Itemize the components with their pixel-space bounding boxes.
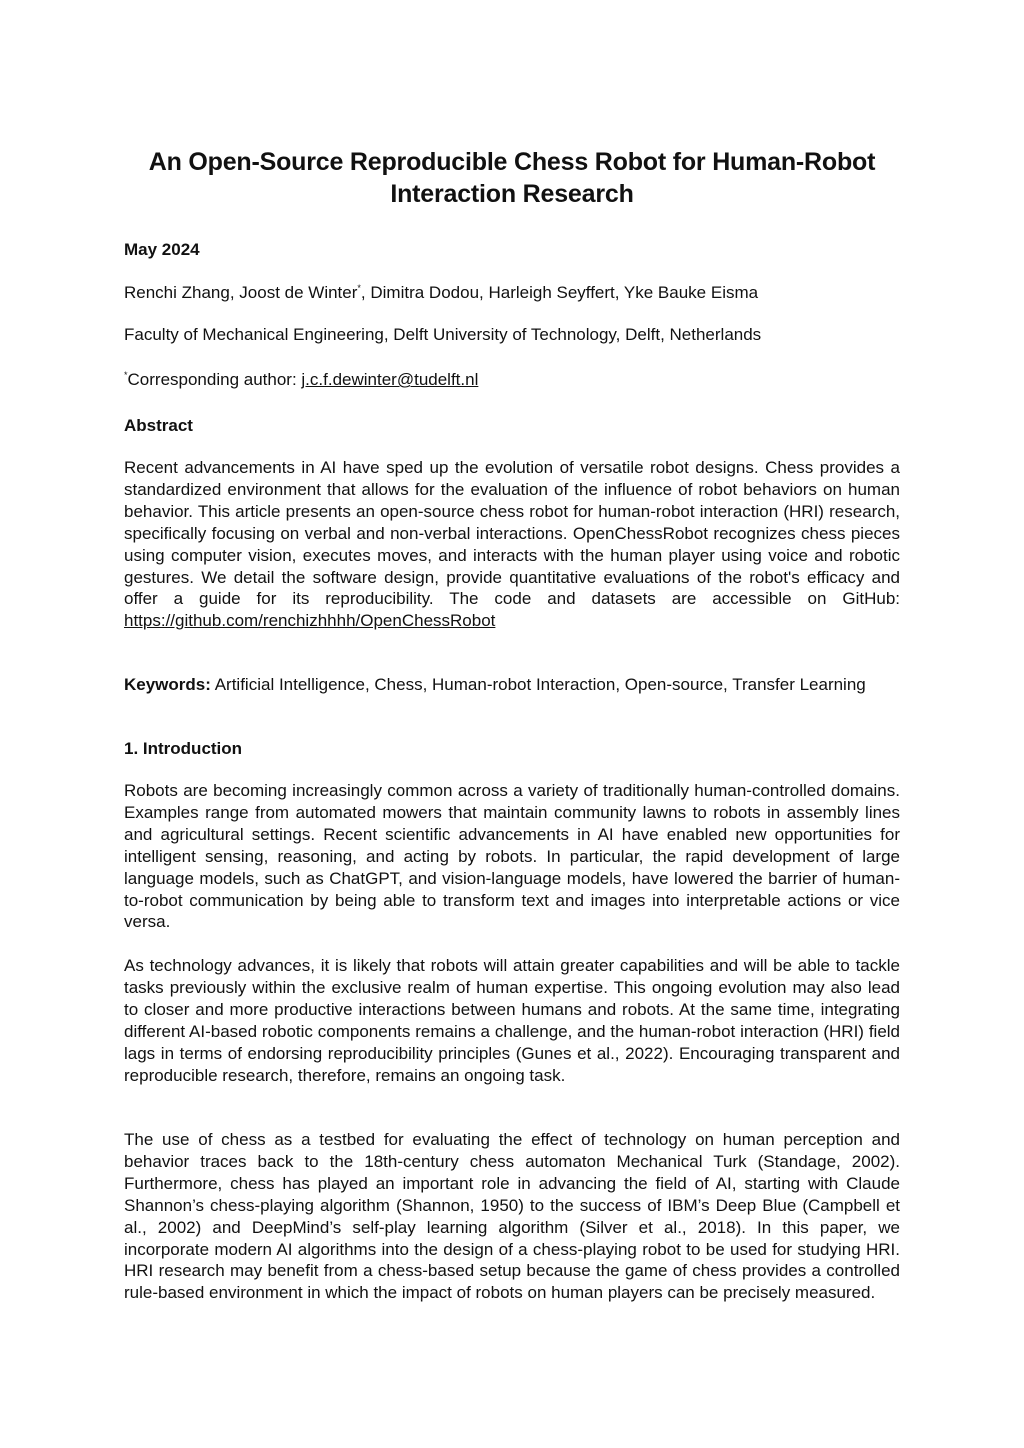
keywords-list: Artificial Intelligence, Chess, Human-robot Interaction, Open-source, Transfer Learning: [210, 675, 866, 694]
abstract-text: [124, 457, 900, 632]
intro-paragraph-1: Robots are becoming increasingly common across a variety of traditionally human-controlled domains. Examples range from automated mowers that maintain community lawns to robots in assembly lines and agricultural settings. Recent scientific advancements in AI have enabled new opportunities for intelligent sensing, reasoning, and acting by robots. In particular, the rapid development of large language models, such as ChatGPT, and vision-language models, have lowered the barrier of human-to-robot communication by being able to transform text and images into interpretable actions or vice versa.: [124, 781, 900, 932]
corresponding-marker: *: [357, 283, 361, 293]
affiliation: Faculty of Mechanical Engineering, Delft University of Technology, Delft, Netherlands: [124, 325, 762, 344]
author-list: [124, 282, 758, 304]
keywords-label: Keywords:: [124, 675, 211, 694]
publication-date: May 2024: [124, 240, 200, 259]
authors-first: Renchi Zhang, Joost de Winter: [124, 283, 358, 302]
authors-rest: , Dimitra Dodou, Harleigh Seyffert, Yke Bauke Eisma: [360, 283, 759, 302]
corresponding-label: Corresponding author:: [127, 370, 302, 389]
github-link[interactable]: https://github.com/renchizhhhh/OpenChessRobot: [124, 611, 496, 631]
abstract-body: Recent advancements in AI have sped up the evolution of versatile robot designs. Chess provides a standardized environment that allows for the evaluation of the influence of robot behaviors on human behavior. This article presents an open-source chess robot for human-robot interaction (HRI) research, specifically focusing on verbal and non-verbal interactions. OpenChessRobot recognizes chess pieces using computer vision, executes moves, and interacts with the human player using voice and robotic gestures. We detail the software design, provide quantitative evaluations of the robot's efficacy and offer a guide for its reproducibility. The code and datasets are accessible on GitHub:: [124, 458, 900, 609]
paper-title: An Open-Source Reproducible Chess Robot for Human-Robot Interaction Research: [148, 148, 876, 208]
introduction-heading: 1. Introduction: [124, 739, 243, 758]
intro-paragraph-2: As technology advances, it is likely that robots will attain greater capabilities and will be able to tackle tasks previously within the exclusive realm of human expertise. This ongoing evolution may also lead to closer and more productive interactions between humans and robots. At the same time, integrating different AI-based robotic components remains a challenge, and the human-robot interaction (HRI) field lags in terms of endorsing reproducibility principles (Gunes et al., 2022). Encouraging transparent and reproducible research, therefore, remains an ongoing task.: [124, 956, 900, 1085]
abstract-heading: Abstract: [124, 416, 193, 435]
corresponding-email-link[interactable]: j.c.f.dewinter@tudelft.nl: [301, 370, 479, 389]
corresponding-author: [124, 369, 478, 391]
intro-paragraph-3: The use of chess as a testbed for evaluating the effect of technology on human perception and behavior traces back to the 18th-century chess automaton Mechanical Turk (Standage, 2002). Furthermore, chess has played an important role in advancing the field of AI, starting with Claude Shannon’s chess-playing algorithm (Shannon, 1950) to the success of IBM’s Deep Blue (Campbell et al., 2002) and DeepMind’s self-play learning algorithm (Silver et al., 2018). In this paper, we incorporate modern AI algorithms into the design of a chess-playing robot to be used for studying HRI. HRI research may benefit from a chess-based setup because the game of chess provides a controlled rule-based environment in which the impact of robots on human players can be precisely measured.: [124, 1130, 900, 1303]
corresponding-marker: *: [124, 370, 128, 380]
keywords: [124, 674, 900, 696]
